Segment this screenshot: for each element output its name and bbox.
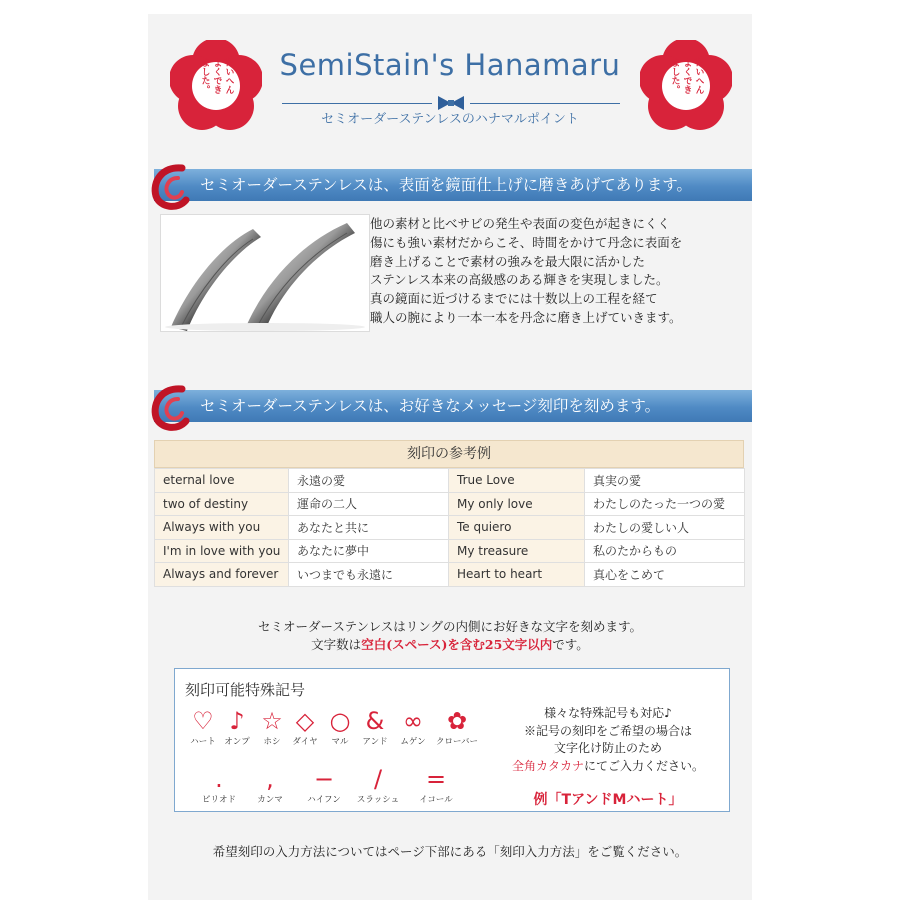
- note-line: セミオーダーステンレスはリングの内側にお好きな文字を刻めます。: [257, 619, 643, 634]
- note-text: 文字数は: [311, 637, 362, 652]
- badge-line: よくでき: [211, 58, 222, 94]
- symbol-circle: [323, 707, 357, 747]
- text-line: 傷にも強い素材だからこそ、時間をかけて丹念に表面を: [370, 234, 683, 250]
- diamond-icon: ◇: [295, 707, 315, 735]
- hanamaru-badge-right: [640, 40, 732, 132]
- text-line: 磨き上げることで素材の強みを最大限に活かした: [370, 253, 646, 269]
- ring-photo: [160, 214, 370, 332]
- subtitle: セミオーダーステンレスのハナマルポイント: [321, 112, 579, 127]
- text-line: ステンレス本来の高級感のある輝きを実現しました。: [370, 272, 669, 288]
- table-cell: あなたに夢中: [289, 539, 449, 563]
- character-limit: 空白(スペース)を含む25文字以内: [361, 637, 553, 652]
- text-line: 職人の腕により一本一本を丹念に磨き上げていきます。: [370, 309, 682, 325]
- table-row: [155, 539, 745, 563]
- symbol-comma: [249, 765, 291, 805]
- symbol-label: イコール: [419, 795, 453, 805]
- heart-icon: ♡: [192, 707, 214, 735]
- table-cell: My only love: [449, 492, 585, 516]
- symbol-star: [255, 707, 289, 747]
- table-cell: 私のたからもの: [585, 539, 745, 563]
- symbols-note: [497, 705, 719, 775]
- note-line: 様々な特殊記号も対応♪: [544, 706, 672, 720]
- symbol-hyphen: [299, 765, 349, 805]
- table-cell: わたしの愛しい人: [585, 516, 745, 540]
- table-cell: いつまでも永遠に: [289, 563, 449, 587]
- banner-text: セミオーダーステンレスは、表面を鏡面仕上げに磨きあげてあります。: [200, 176, 693, 194]
- table-cell: 運命の二人: [289, 492, 449, 516]
- symbol-diamond: [287, 707, 323, 747]
- section-banner-polish: [154, 169, 752, 201]
- divider: [282, 103, 432, 104]
- badge-text: [662, 58, 710, 114]
- note-text: にてご入力ください。: [584, 758, 705, 773]
- symbol-and: [357, 707, 393, 747]
- circle-icon: ○: [329, 707, 351, 735]
- polish-description: [370, 215, 740, 328]
- symbol-label: カンマ: [257, 795, 283, 805]
- table-cell: あなたと共に: [289, 516, 449, 540]
- symbol-label: ピリオド: [202, 795, 236, 805]
- badge-line: ました。: [199, 58, 210, 94]
- table-cell: My treasure: [449, 539, 585, 563]
- divider: [470, 103, 620, 104]
- table-cell: eternal love: [155, 469, 289, 493]
- badge-text: [192, 58, 240, 114]
- hanamaru-badge-left: [170, 40, 262, 132]
- comma-icon: ,: [266, 765, 274, 793]
- hyphen-icon: −: [313, 765, 335, 793]
- symbol-infinity: [393, 707, 433, 747]
- table-cell: two of destiny: [155, 492, 289, 516]
- table-row: [155, 492, 745, 516]
- table-row: [155, 469, 745, 493]
- symbol-label: スラッシュ: [356, 795, 400, 805]
- music-note-icon: ♪: [229, 707, 245, 735]
- symbol-note: [219, 707, 255, 747]
- table-cell: Te quiero: [449, 516, 585, 540]
- badge-line: よくでき: [681, 58, 692, 94]
- symbol-slash: [351, 765, 405, 805]
- brand-title: SemiStain's Hanamaru: [279, 48, 621, 82]
- equal-icon: =: [425, 765, 447, 793]
- text-line: 真の鏡面に近づけるまでには十数以上の工程を経て: [370, 291, 658, 307]
- input-example: 例「TアンドMハート」: [533, 792, 683, 808]
- symbol-label: マル: [331, 737, 349, 747]
- katakana-highlight: 全角カタカナ: [511, 758, 584, 773]
- table-title: 刻印の参考例: [154, 440, 744, 468]
- clover-icon: ✿: [446, 707, 468, 735]
- symbol-label: アンド: [362, 737, 388, 747]
- symbol-period: [195, 765, 243, 805]
- symbol-label: ハイフン: [307, 795, 341, 805]
- special-symbols-box: [174, 668, 730, 812]
- table-cell: 永遠の愛: [289, 469, 449, 493]
- note-line: [148, 636, 752, 654]
- infinity-icon: ∞: [403, 707, 423, 735]
- symbol-heart: [185, 707, 221, 747]
- table-cell: I'm in love with you: [155, 539, 289, 563]
- text-line: 他の素材と比べサビの発生や表面の変色が起きにくく: [370, 216, 671, 231]
- symbol-label: クローバー: [435, 737, 479, 747]
- period-icon: .: [215, 765, 223, 793]
- table-row: [155, 516, 745, 540]
- section-banner-engraving: [154, 390, 752, 422]
- badge-line: ました。: [669, 58, 680, 94]
- banner-text: セミオーダーステンレスは、お好きなメッセージ刻印を刻めます。: [200, 397, 661, 415]
- table-row: [155, 563, 745, 587]
- table-cell: 真実の愛: [585, 469, 745, 493]
- note-line: 文字化け防止のため: [553, 741, 662, 755]
- symbol-label: ダイヤ: [292, 737, 318, 747]
- symbol-label: オンプ: [224, 737, 250, 747]
- engraving-examples: [154, 440, 744, 587]
- ampersand-icon: &: [365, 707, 385, 735]
- header: [148, 14, 752, 164]
- polish-panel: [148, 200, 752, 346]
- badge-line: たいへん: [223, 58, 234, 94]
- note-line: [497, 758, 719, 776]
- badge-line: たいへん: [693, 58, 704, 94]
- symbol-equal: [411, 765, 461, 805]
- table-cell: わたしのたった一つの愛: [585, 492, 745, 516]
- engraving-note: [148, 618, 752, 654]
- table-cell: Always with you: [155, 516, 289, 540]
- star-icon: ☆: [261, 707, 283, 735]
- rings-image: [161, 215, 369, 331]
- symbol-label: ハート: [190, 737, 216, 747]
- symbol-label: ムゲン: [400, 737, 426, 747]
- table-cell: Always and forever: [155, 563, 289, 587]
- table-cell: 真心をこめて: [585, 563, 745, 587]
- table-cell: Heart to heart: [449, 563, 585, 587]
- table-cell: True Love: [449, 469, 585, 493]
- symbol-label: ホシ: [263, 737, 281, 747]
- symbol-clover: [431, 707, 483, 747]
- swirl-icon: [148, 381, 202, 435]
- symbols-title: 刻印可能特殊記号: [185, 681, 306, 699]
- note-text: です。: [552, 637, 589, 652]
- page: [148, 14, 752, 900]
- slash-icon: /: [373, 765, 383, 793]
- engraving-table: [154, 468, 745, 587]
- note-line: ※記号の刻印をご希望の場合は: [523, 723, 692, 738]
- footer-note: 希望刻印の入力方法についてはページ下部にある「刻印入力方法」をご覧ください。: [212, 844, 688, 859]
